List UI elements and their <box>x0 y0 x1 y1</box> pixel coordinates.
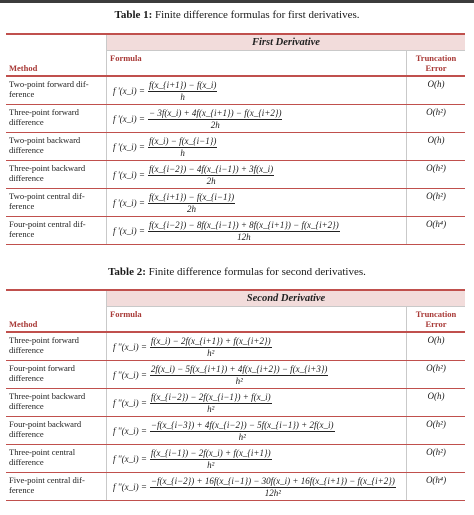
table-row <box>6 389 465 417</box>
error-header: Truncation Error <box>406 307 465 331</box>
second-derivative-table <box>6 289 465 501</box>
formula-cell <box>106 77 406 104</box>
table-row <box>6 133 465 161</box>
method-cell: Two-point forward dif- ference <box>9 79 89 99</box>
numerator: −f(x_{i−3}) + 4f(x_{i−2}) − 5f(x_{i−1}) + 2f(x_i) <box>150 419 334 430</box>
method-cell: Three-point backward difference <box>9 391 86 411</box>
error-header: Truncation Error <box>406 51 465 75</box>
table-row <box>6 77 465 105</box>
table-row <box>6 189 465 217</box>
numerator: f(x_{i−2}) − 4f(x_{i−1}) + 3f(x_i) <box>149 163 274 174</box>
caption-text: Finite difference formulas for first derivatives. <box>155 9 360 21</box>
denominator: h² <box>207 459 215 470</box>
truncation-error-cell: O(h²) <box>406 105 465 132</box>
table-row <box>6 445 465 473</box>
fraction <box>148 80 217 102</box>
truncation-error-cell: O(h²) <box>406 161 465 188</box>
formula-cell <box>106 217 406 244</box>
numerator: f(x_i) − 2f(x_{i+1}) + f(x_{i+2}) <box>150 335 271 346</box>
formula-lhs: f '(x_i) = <box>113 197 145 208</box>
header-row <box>6 51 465 77</box>
numerator: f(x_i) − f(x_{i−1}) <box>149 135 217 146</box>
table-row <box>6 417 465 445</box>
formula-lhs: f ''(x_i) = <box>113 453 147 464</box>
table-row <box>6 217 465 245</box>
formula-cell <box>106 161 406 188</box>
table-caption <box>0 266 474 279</box>
caption-text: Finite difference formulas for second derivatives. <box>148 266 366 278</box>
fraction <box>150 392 272 414</box>
formula-header: Formula <box>106 51 406 75</box>
formula-cell <box>106 417 406 444</box>
denominator: h² <box>207 347 215 358</box>
group-header: Second Derivative <box>106 291 465 307</box>
method-cell: Two-point central dif- ference <box>9 191 85 211</box>
formula-header: Formula <box>106 307 406 331</box>
denominator: h² <box>235 375 243 386</box>
denominator: 2h <box>206 175 216 186</box>
formula-cell <box>106 133 406 160</box>
formula-cell <box>106 445 406 472</box>
numerator: 2f(x_i) − 5f(x_{i+1}) + 4f(x_{i+2}) − f(x_{i+3}) <box>150 363 328 374</box>
formula-lhs: f ''(x_i) = <box>113 341 147 352</box>
fraction <box>148 136 217 158</box>
numerator: −f(x_{i−2}) + 16f(x_{i−1}) − 30f(x_i) + 16f(x_{i+1}) − f(x_{i+2}) <box>150 475 395 486</box>
formula-cell <box>106 189 406 216</box>
denominator: 12h² <box>264 487 281 498</box>
numerator: f(x_{i+1}) − f(x_{i−1}) <box>149 191 235 202</box>
denominator: 2h <box>210 119 220 130</box>
fraction <box>148 108 282 130</box>
method-cell: Three-point forward difference <box>9 107 79 127</box>
numerator: f(x_{i−2}) − 8f(x_{i−1}) + 8f(x_{i+1}) − f(x_{i+2}) <box>149 219 339 230</box>
formula-cell <box>106 473 406 500</box>
formula-cell <box>106 389 406 416</box>
table-body <box>6 77 465 245</box>
truncation-error-cell: O(h²) <box>406 417 465 444</box>
first-derivative-table <box>6 33 465 245</box>
numerator: − 3f(x_i) + 4f(x_{i+1}) − f(x_{i+2}) <box>149 107 282 118</box>
table-label: Table 1: <box>114 9 153 21</box>
formula-lhs: f '(x_i) = <box>113 113 145 124</box>
truncation-error-cell: O(h²) <box>406 445 465 472</box>
method-cell: Four-point backward difference <box>9 419 82 439</box>
table-body <box>6 333 465 501</box>
method-cell: Three-point central difference <box>9 447 76 467</box>
denominator: h <box>180 91 185 102</box>
denominator: h² <box>207 403 215 414</box>
fraction <box>150 364 329 386</box>
fraction <box>150 476 396 498</box>
formula-lhs: f ''(x_i) = <box>113 397 147 408</box>
table-row <box>6 361 465 389</box>
formula-lhs: f ''(x_i) = <box>113 425 147 436</box>
table-caption <box>0 9 474 22</box>
fraction <box>148 164 274 186</box>
formula-lhs: f ''(x_i) = <box>113 481 147 492</box>
numerator: f(x_{i+1}) − f(x_i) <box>149 79 217 90</box>
truncation-error-cell: O(h) <box>406 77 465 104</box>
denominator: h² <box>238 431 246 442</box>
denominator: h <box>180 147 185 158</box>
formula-lhs: f '(x_i) = <box>113 85 145 96</box>
formula-cell <box>106 361 406 388</box>
method-cell: Five-point central dif- ference <box>9 475 85 495</box>
fraction <box>150 336 272 358</box>
top-border <box>0 0 474 3</box>
truncation-error-cell: O(h) <box>406 133 465 160</box>
truncation-error-cell: O(h) <box>406 333 465 360</box>
header-row <box>6 307 465 333</box>
numerator: f(x_{i−1}) − 2f(x_i) + f(x_{i+1}) <box>150 447 271 458</box>
method-header: Method <box>9 319 38 329</box>
formula-lhs: f ''(x_i) = <box>113 369 147 380</box>
table-row <box>6 333 465 361</box>
table-row <box>6 105 465 133</box>
denominator: 12h <box>237 231 251 242</box>
formula-lhs: f '(x_i) = <box>113 141 145 152</box>
formula-lhs: f '(x_i) = <box>113 225 145 236</box>
method-cell: Two-point backward difference <box>9 135 81 155</box>
denominator: 2h <box>187 203 197 214</box>
truncation-error-cell: O(h⁴) <box>406 473 465 500</box>
truncation-error-cell: O(h⁴) <box>406 217 465 244</box>
method-cell: Four-point central dif- ference <box>9 219 86 239</box>
table-row <box>6 161 465 189</box>
numerator: f(x_{i−2}) − 2f(x_{i−1}) + f(x_i) <box>150 391 271 402</box>
table-label: Table 2: <box>108 266 146 278</box>
truncation-error-cell: O(h²) <box>406 361 465 388</box>
formula-cell <box>106 105 406 132</box>
method-cell: Three-point forward difference <box>9 335 79 355</box>
fraction <box>148 220 340 242</box>
formula-cell <box>106 333 406 360</box>
fraction <box>148 192 235 214</box>
method-cell: Three-point backward difference <box>9 163 86 183</box>
truncation-error-cell: O(h) <box>406 389 465 416</box>
formula-lhs: f '(x_i) = <box>113 169 145 180</box>
truncation-error-cell: O(h²) <box>406 189 465 216</box>
method-header: Method <box>9 63 38 73</box>
fraction <box>150 448 272 470</box>
table-row <box>6 473 465 501</box>
fraction <box>150 420 335 442</box>
method-cell: Four-point forward difference <box>9 363 75 383</box>
group-header: First Derivative <box>106 35 465 51</box>
